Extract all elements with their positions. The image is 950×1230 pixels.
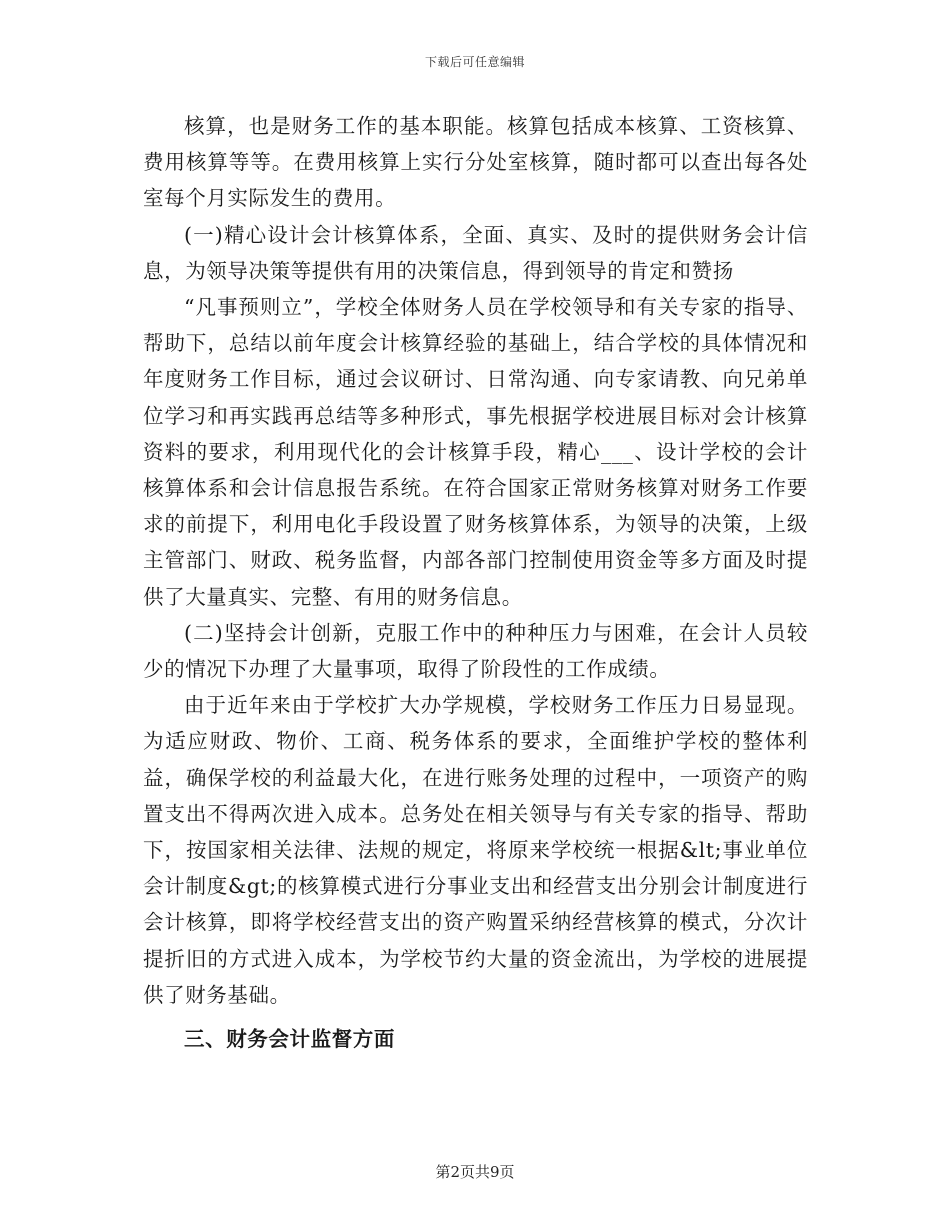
paragraph-point-two-title: (二)坚持会计创新，克服工作中的种种压力与困难，在会计人员较少的情况下办理了大量事项，取得了阶段性的工作成绩。 — [143, 620, 808, 682]
paragraph-point-one-body: “凡事预则立”，学校全体财务人员在学校领导和有关专家的指导、帮助下，总结以前年度会计核算经验的基础上，结合学校的具体情况和年度财务工作目标，通过会议研讨、日常沟通、向专家请教、向兄弟单位学习和再实践再总结等多种形式，事先根据学校进展目标对会计核算资料的要求，利用现代化的会计核算手段，精心___、设计学校的会计核算体系和会计信息报告系统。在符合国家正常财务核算对财务工作要求的前提下，利用电化手段设置了财务核算体系，为领导的决策，上级主管部门、财政、税务监督，内部各部门控制使用资金等多方面及时提供了大量真实、完整、有用的财务信息。 — [143, 295, 808, 609]
page-number-footer: 第2页共9页 — [435, 1163, 515, 1181]
paragraph-accounting-intro: 核算，也是财务工作的基本职能。核算包括成本核算、工资核算、费用核算等等。在费用核算上实行分处室核算，随时都可以查出每各处室每个月实际发生的费用。 — [143, 114, 808, 211]
document-body — [143, 108, 808, 1057]
paragraph-point-two-body: 由于近年来由于学校扩大办学规模，学校财务工作压力日易显现。为适应财政、物价、工商、税务体系的要求，全面维护学校的整体利益，确保学校的利益最大化，在进行账务处理的过程中，一项资产的购置支出不得两次进入成本。总务处在相关领导与有关专家的指导、帮助下，按国家相关法律、法规的规定，将原来学校统一根据&lt;事业单位会计制度&gt;的核算模式进行分事业支出和经营支出分别会计制度进行会计核算，即将学校经营支出的资产购置采纳经营核算的模式，分次计提折旧的方式进入成本，为学校节约大量的资金流出，为学校的进展提供了财务基础。 — [143, 693, 808, 1007]
page-header: 下载后可任意编辑 — [424, 55, 525, 69]
paragraph-point-one-title: (一)精心设计会计核算体系，全面、真实、及时的提供财务会计信息，为领导决策等提供有用的决策信息，得到领导的肯定和赞扬 — [143, 222, 808, 283]
section-heading: 三、财务会计监督方面 — [184, 1027, 395, 1052]
